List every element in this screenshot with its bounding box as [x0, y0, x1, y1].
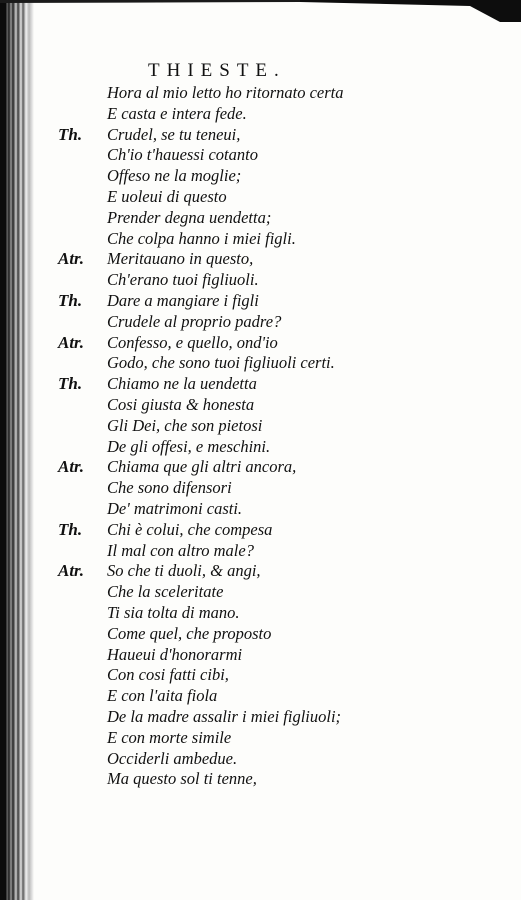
verse-line: [58, 249, 498, 270]
verse-line: [58, 83, 498, 104]
verse-line: [58, 187, 498, 208]
verse-line: [58, 270, 498, 291]
verse-line: [58, 395, 498, 416]
verse-text: Offeso ne la moglie;: [107, 166, 242, 186]
verse-text: Crudele al proprio padre?: [107, 311, 282, 331]
verse-text: Meritauano in questo,: [107, 249, 254, 269]
verse-text: Cosi giusta & honesta: [107, 394, 255, 414]
verse-text: Haueui d'honorarmi: [107, 644, 243, 664]
verse-line: [58, 353, 498, 374]
verse-line: [58, 749, 498, 770]
verse-line: [58, 333, 498, 354]
verse-text: Ch'erano tuoi figliuoli.: [107, 270, 259, 290]
verse-text: Il mal con altro male?: [107, 540, 254, 560]
speaker-label: Atr.: [58, 457, 84, 477]
verse-line: [58, 416, 498, 437]
verse-text: Che colpa hanno i miei figli.: [107, 228, 296, 248]
verse-line: [58, 478, 498, 499]
verse-line: [58, 561, 498, 582]
page-top-edge: [0, 0, 521, 22]
verse-line: [58, 728, 498, 749]
verse-line: [58, 499, 498, 520]
speaker-label: Th.: [58, 374, 83, 394]
verse-text: Che la sceleritate: [107, 582, 224, 602]
speaker-label: Th.: [58, 290, 83, 310]
speaker-label: Atr.: [58, 561, 84, 581]
speaker-label: Th.: [58, 124, 83, 144]
verse-text: De' matrimoni casti.: [107, 498, 243, 518]
verse-line: [58, 437, 498, 458]
verse-line: [58, 624, 498, 645]
verse-text: Chiama que gli altri ancora,: [107, 457, 297, 477]
verse-text: Chi è colui, che compesa: [107, 519, 273, 539]
verse-line: [58, 645, 498, 666]
speaker-label: Atr.: [58, 332, 84, 352]
speaker-label: Atr.: [58, 249, 84, 269]
verse-line: [58, 686, 498, 707]
verse-text: Come quel, che proposto: [107, 623, 272, 643]
verse-line: [58, 125, 498, 146]
verse-text: Prender degna uendetta;: [107, 207, 272, 227]
verse-text: De la madre assalir i miei figliuoli;: [107, 706, 342, 726]
verse-text: Godo, che sono tuoi figliuoli certi.: [107, 353, 335, 373]
verse-text: Ch'io t'hauessi cotanto: [107, 145, 258, 165]
verse-text: Con cosi fatti cibi,: [107, 665, 229, 685]
verse-line: [58, 582, 498, 603]
verse-text: Hora al mio letto ho ritornato certa: [107, 83, 344, 102]
verse-line: [58, 145, 498, 166]
verse-text-block: [58, 83, 498, 790]
verse-line: [58, 665, 498, 686]
verse-text: E uoleui di questo: [107, 186, 227, 206]
verse-text: Ti sia tolta di mano.: [107, 602, 240, 622]
verse-line: [58, 707, 498, 728]
verse-text: Che sono difensori: [107, 478, 232, 498]
verse-text: Confesso, e quello, ond'io: [107, 332, 278, 352]
verse-text: Ma questo sol ti tenne,: [107, 769, 257, 789]
verse-line: [58, 769, 498, 790]
verse-text: E con morte simile: [107, 727, 232, 747]
verse-text: Gli Dei, che son pietosi: [107, 415, 263, 435]
verse-line: [58, 166, 498, 187]
verse-text: Crudel, se tu teneui,: [107, 124, 241, 144]
verse-line: [58, 291, 498, 312]
verse-line: [58, 457, 498, 478]
verse-text: Dare a mangiare i figli: [107, 290, 259, 310]
verse-text: So che ti duoli, & angi,: [107, 561, 261, 581]
verse-line: [58, 520, 498, 541]
page-binding-edge: [0, 0, 34, 900]
verse-text: E casta e intera fede.: [107, 103, 247, 123]
verse-line: [58, 229, 498, 250]
verse-text: De gli offesi, e meschini.: [107, 436, 271, 456]
verse-line: [58, 374, 498, 395]
verse-line: [58, 208, 498, 229]
verse-line: [58, 104, 498, 125]
verse-text: E con l'aita fiola: [107, 686, 218, 706]
verse-line: [58, 603, 498, 624]
verse-text: Chiamo ne la uendetta: [107, 374, 257, 394]
running-head: THIESTE.: [148, 60, 286, 81]
verse-text: Occiderli ambedue.: [107, 748, 238, 768]
verse-line: [58, 312, 498, 333]
verse-line: [58, 541, 498, 562]
speaker-label: Th.: [58, 519, 83, 539]
